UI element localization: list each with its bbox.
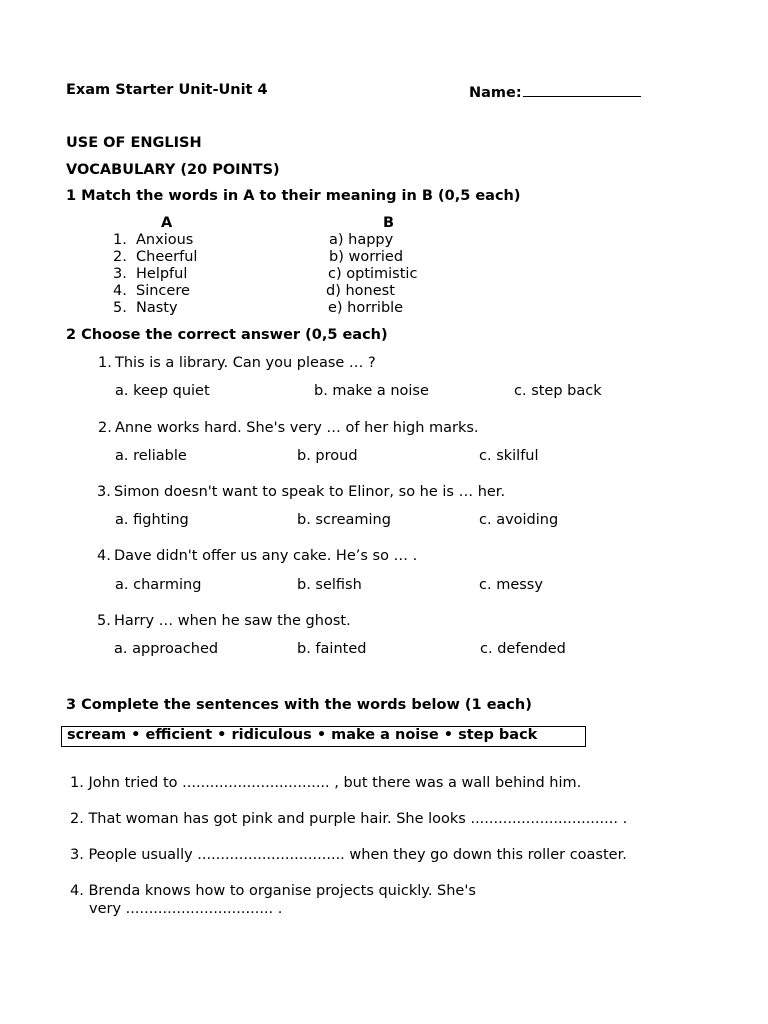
match-meaning: a) happy <box>329 232 394 248</box>
answer-option[interactable]: c. step back <box>514 383 602 399</box>
answer-option[interactable]: c. defended <box>480 641 566 657</box>
match-meaning: d) honest <box>326 283 395 299</box>
match-meaning: e) horrible <box>328 300 404 316</box>
question-number: 5. <box>97 613 111 629</box>
match-number: 2. <box>113 249 127 265</box>
answer-option[interactable]: a. charming <box>115 577 202 593</box>
column-b-header: B <box>383 215 395 231</box>
answer-option[interactable]: b. proud <box>297 448 358 464</box>
match-row <box>0 266 768 283</box>
exercise1-title: 1 Match the words in A to their meaning in B (0,5 each) <box>66 188 521 204</box>
match-number: 5. <box>113 300 127 316</box>
answer-option[interactable]: a. approached <box>114 641 219 657</box>
question-number: 4. <box>97 548 111 564</box>
sentence-item-continuation: very ................................ . <box>89 901 283 917</box>
question-number: 3. <box>97 484 111 500</box>
name-field[interactable] <box>469 82 641 102</box>
question-text: Harry … when he saw the ghost. <box>114 613 351 629</box>
match-number: 4. <box>113 283 127 299</box>
answer-option[interactable]: b. selfish <box>297 577 362 593</box>
question-text: This is a library. Can you please … ? <box>115 355 376 371</box>
match-row <box>0 232 768 249</box>
answer-option[interactable]: b. fainted <box>297 641 367 657</box>
match-word: Cheerful <box>136 249 198 265</box>
answer-option[interactable]: a. keep quiet <box>115 383 210 399</box>
question-text: Anne works hard. She's very … of her high marks. <box>115 420 479 436</box>
question-number: 1. <box>98 355 112 371</box>
match-number: 1. <box>113 232 127 248</box>
exercise2-title: 2 Choose the correct answer (0,5 each) <box>66 327 388 343</box>
answer-option[interactable]: a. fighting <box>115 512 189 528</box>
question-number: 2. <box>98 420 112 436</box>
match-word: Sincere <box>136 283 190 299</box>
exam-title: Exam Starter Unit-Unit 4 <box>66 82 268 98</box>
match-row <box>0 300 768 317</box>
word-box-text: scream • efficient • ridiculous • make a noise • step back <box>67 727 538 743</box>
question-text: Simon doesn't want to speak to Elinor, so he is … her. <box>114 484 506 500</box>
sentence-item: 2. That woman has got pink and purple hair. She looks ................................ . <box>70 811 628 827</box>
match-word: Helpful <box>136 266 188 282</box>
name-blank[interactable] <box>523 82 641 97</box>
exercise3-title: 3 Complete the sentences with the words below (1 each) <box>66 697 532 713</box>
sentence-item: 1. John tried to ................................ , but there was a wall behind him. <box>70 775 582 791</box>
question-text: Dave didn't offer us any cake. He’s so … . <box>114 548 418 564</box>
column-a-header: A <box>161 215 173 231</box>
match-word: Anxious <box>136 232 194 248</box>
sentence-item: 4. Brenda knows how to organise projects quickly. She's <box>70 883 476 899</box>
match-meaning: c) optimistic <box>328 266 418 282</box>
match-meaning: b) worried <box>329 249 404 265</box>
answer-option[interactable]: c. messy <box>479 577 543 593</box>
answer-option[interactable]: b. make a noise <box>314 383 429 399</box>
match-word: Nasty <box>136 300 178 316</box>
answer-option[interactable]: b. screaming <box>297 512 391 528</box>
match-number: 3. <box>113 266 127 282</box>
match-row <box>0 283 768 300</box>
answer-option[interactable]: a. reliable <box>115 448 187 464</box>
answer-option[interactable]: c. avoiding <box>479 512 559 528</box>
answer-option[interactable]: c. skilful <box>479 448 539 464</box>
section-vocabulary: VOCABULARY (20 POINTS) <box>66 162 280 178</box>
section-use-of-english: USE OF ENGLISH <box>66 135 202 151</box>
sentence-item: 3. People usually ................................ when they go down this roller coaster. <box>70 847 627 863</box>
word-box <box>61 726 586 747</box>
name-label: Name: <box>469 85 522 101</box>
match-row <box>0 249 768 266</box>
